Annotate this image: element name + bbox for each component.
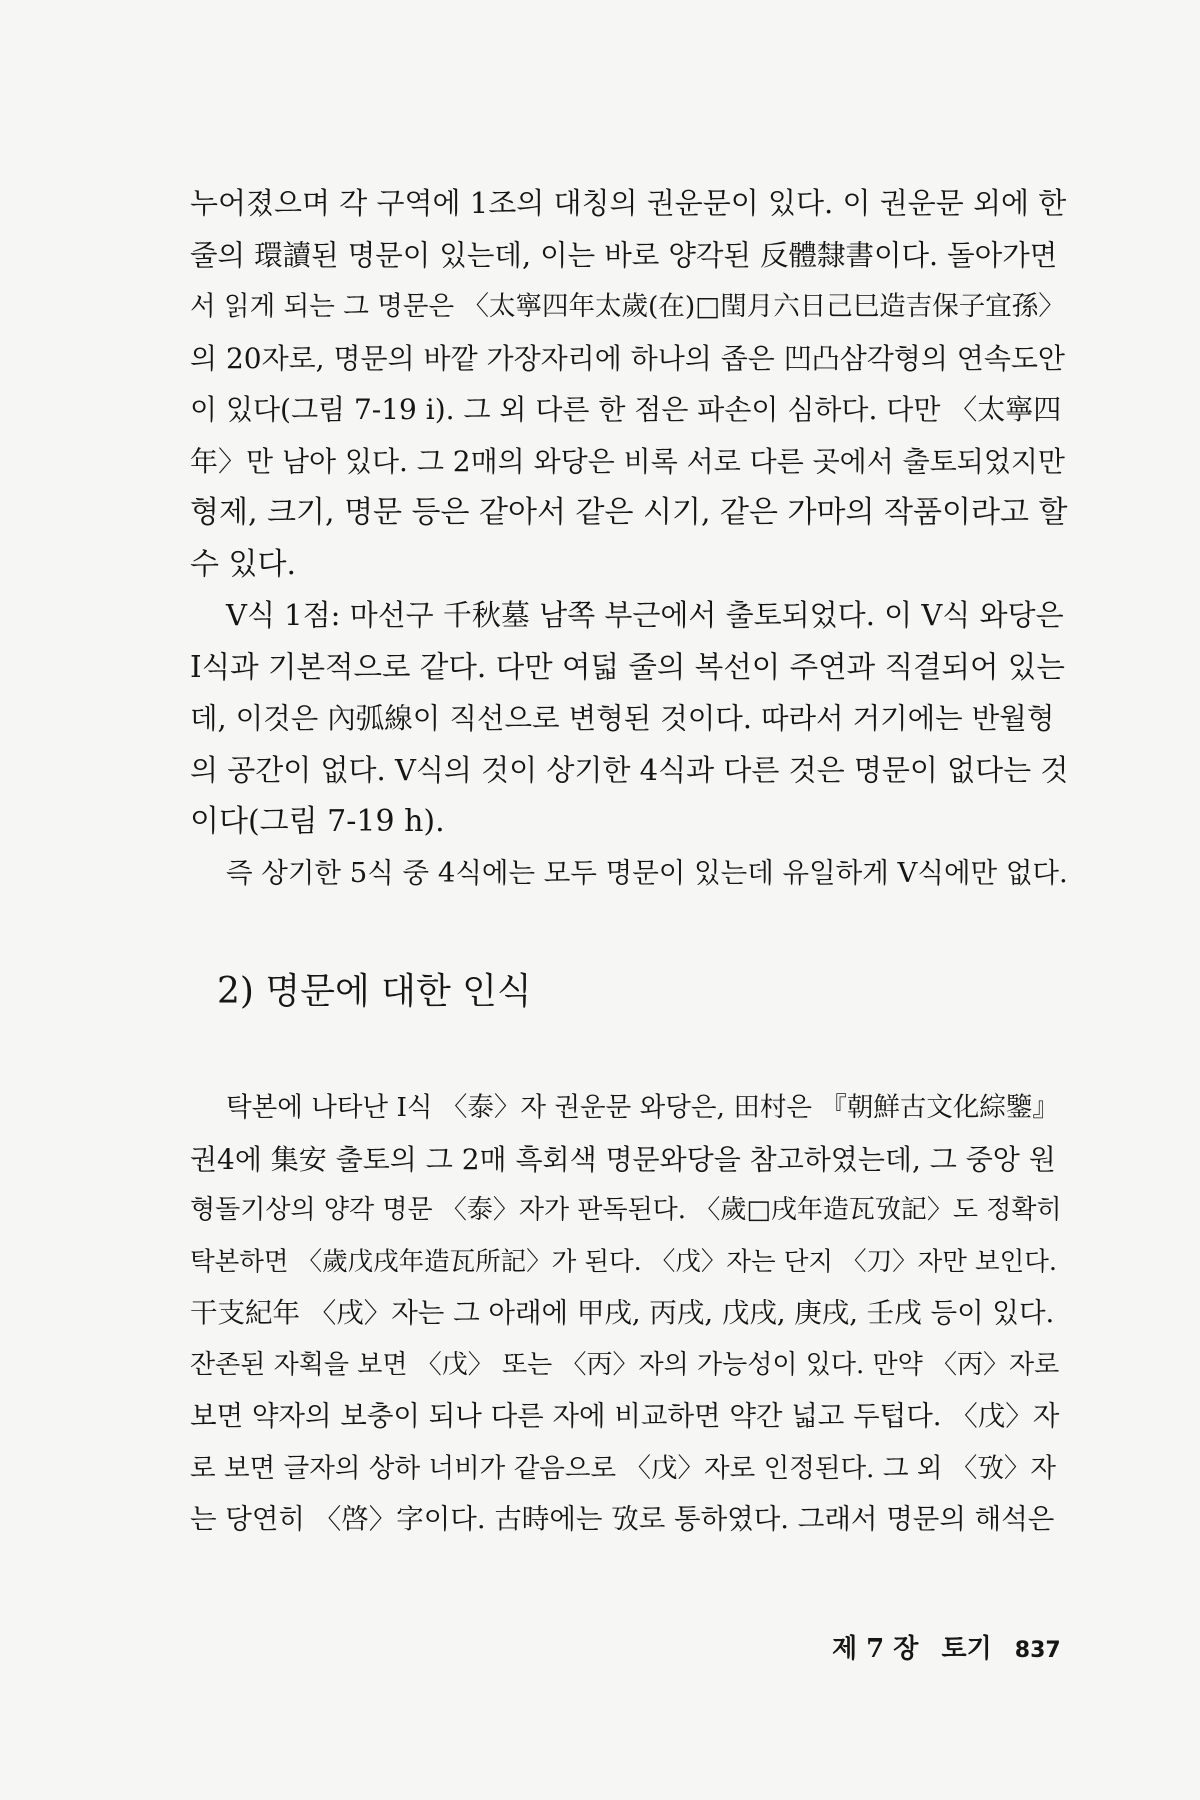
text-line: 는 당연히 〈啓〉字이다. 古時에는 攷로 통하였다. 그래서 명문의 해석은 (190, 1503, 1055, 1535)
text-line: 즉 상기한 5식 중 4식에는 모두 명문이 있는데 유일하게 Ⅴ식에만 없다. (226, 856, 1068, 889)
text-line: 누어졌으며 각 구역에 1조의 대칭의 권운문이 있다. 이 권운문 외에 한 (190, 186, 1067, 220)
text-line: 로 보면 글자의 상하 너비가 같음으로 〈戊〉자로 인정된다. 그 외 〈攷〉자 (190, 1452, 1057, 1484)
text-line: 이다(그림 7-19 h). (190, 804, 445, 839)
text-line: 탁본하면 〈歲戊戌年造瓦所記〉가 된다. 〈戊〉자는 단지 〈刀〉자만 보인다. (190, 1246, 1057, 1277)
text-line: 보면 약자의 보충이 되나 다른 자에 비교하면 약간 넓고 두텁다. 〈戊〉자 (190, 1400, 1060, 1432)
text-line: 수 있다. (190, 546, 297, 582)
page-number: 837 (1014, 1638, 1061, 1663)
paragraph (190, 1082, 1068, 1546)
text-line: 형돌기상의 양각 명문 〈泰〉자가 판독된다. 〈歲□戌年造瓦攷記〉도 정확히 (190, 1195, 1062, 1225)
text-line: Ⅰ식과 기본적으로 같다. 다만 여덟 줄의 복선이 주연과 직결되어 있는 (190, 649, 1065, 684)
text-line: Ⅴ식 1점: 마선구 千秋墓 남쪽 부근에서 출토되었다. 이 Ⅴ식 와당은 (226, 598, 1064, 632)
chapter-label: 제 7 장 (832, 1634, 919, 1664)
page-footer (832, 1628, 1061, 1665)
text-line: 이 있다(그림 7-19 i). 그 외 다른 한 점은 파손이 심하다. 다만 〈太寧四 (190, 393, 1062, 426)
section-heading: 2) 명문에 대한 인식 (217, 971, 532, 1012)
text-line: 형제, 크기, 명문 등은 같아서 같은 시기, 같은 가마의 작품이라고 할 (190, 495, 1068, 530)
body-text-upper (190, 178, 1068, 899)
text-line: 年〉만 남아 있다. 그 2매의 와당은 비록 서로 다른 곳에서 출토되었지만 (190, 444, 1065, 478)
chapter-title: 토기 (941, 1634, 992, 1664)
text-line: 탁본에 나타난 Ⅰ식 〈泰〉자 권운문 와당은, 田村은 『朝鮮古文化綜鑒』 (226, 1092, 1059, 1123)
paragraph (190, 848, 1068, 900)
text-line: 의 공간이 없다. Ⅴ식의 것이 상기한 4식과 다른 것은 명문이 없다는 것 (190, 752, 1069, 787)
body-text-lower (190, 1082, 1068, 1546)
text-line: 잔존된 자획을 보면 〈戊〉 또는 〈丙〉자의 가능성이 있다. 만약 〈丙〉자로 (190, 1349, 1060, 1380)
text-line: 데, 이것은 內弧線이 직선으로 변형된 것이다. 따라서 거기에는 반월형 (190, 702, 1055, 735)
paragraph (190, 178, 1068, 590)
text-line: 권4에 集安 출토의 그 2매 흑회색 명문와당을 참고하였는데, 그 중앙 원 (190, 1142, 1056, 1176)
text-line: 줄의 環讀된 명문이 있는데, 이는 바로 양각된 反體隸書이다. 돌아가면 (190, 238, 1058, 272)
text-line: 서 읽게 되는 그 명문은 〈太寧四年太歲(在)□閏月六日己巳造吉保子宜孫〉 (190, 291, 1065, 322)
text-line: 干支紀年 〈戌〉자는 그 아래에 甲戌, 丙戌, 戊戌, 庚戌, 壬戌 등이 있다. (190, 1297, 1055, 1329)
text-line: 의 20자로, 명문의 바깥 가장자리에 하나의 좁은 凹凸삼각형의 연속도안 (190, 341, 1065, 375)
paragraph (190, 590, 1068, 848)
